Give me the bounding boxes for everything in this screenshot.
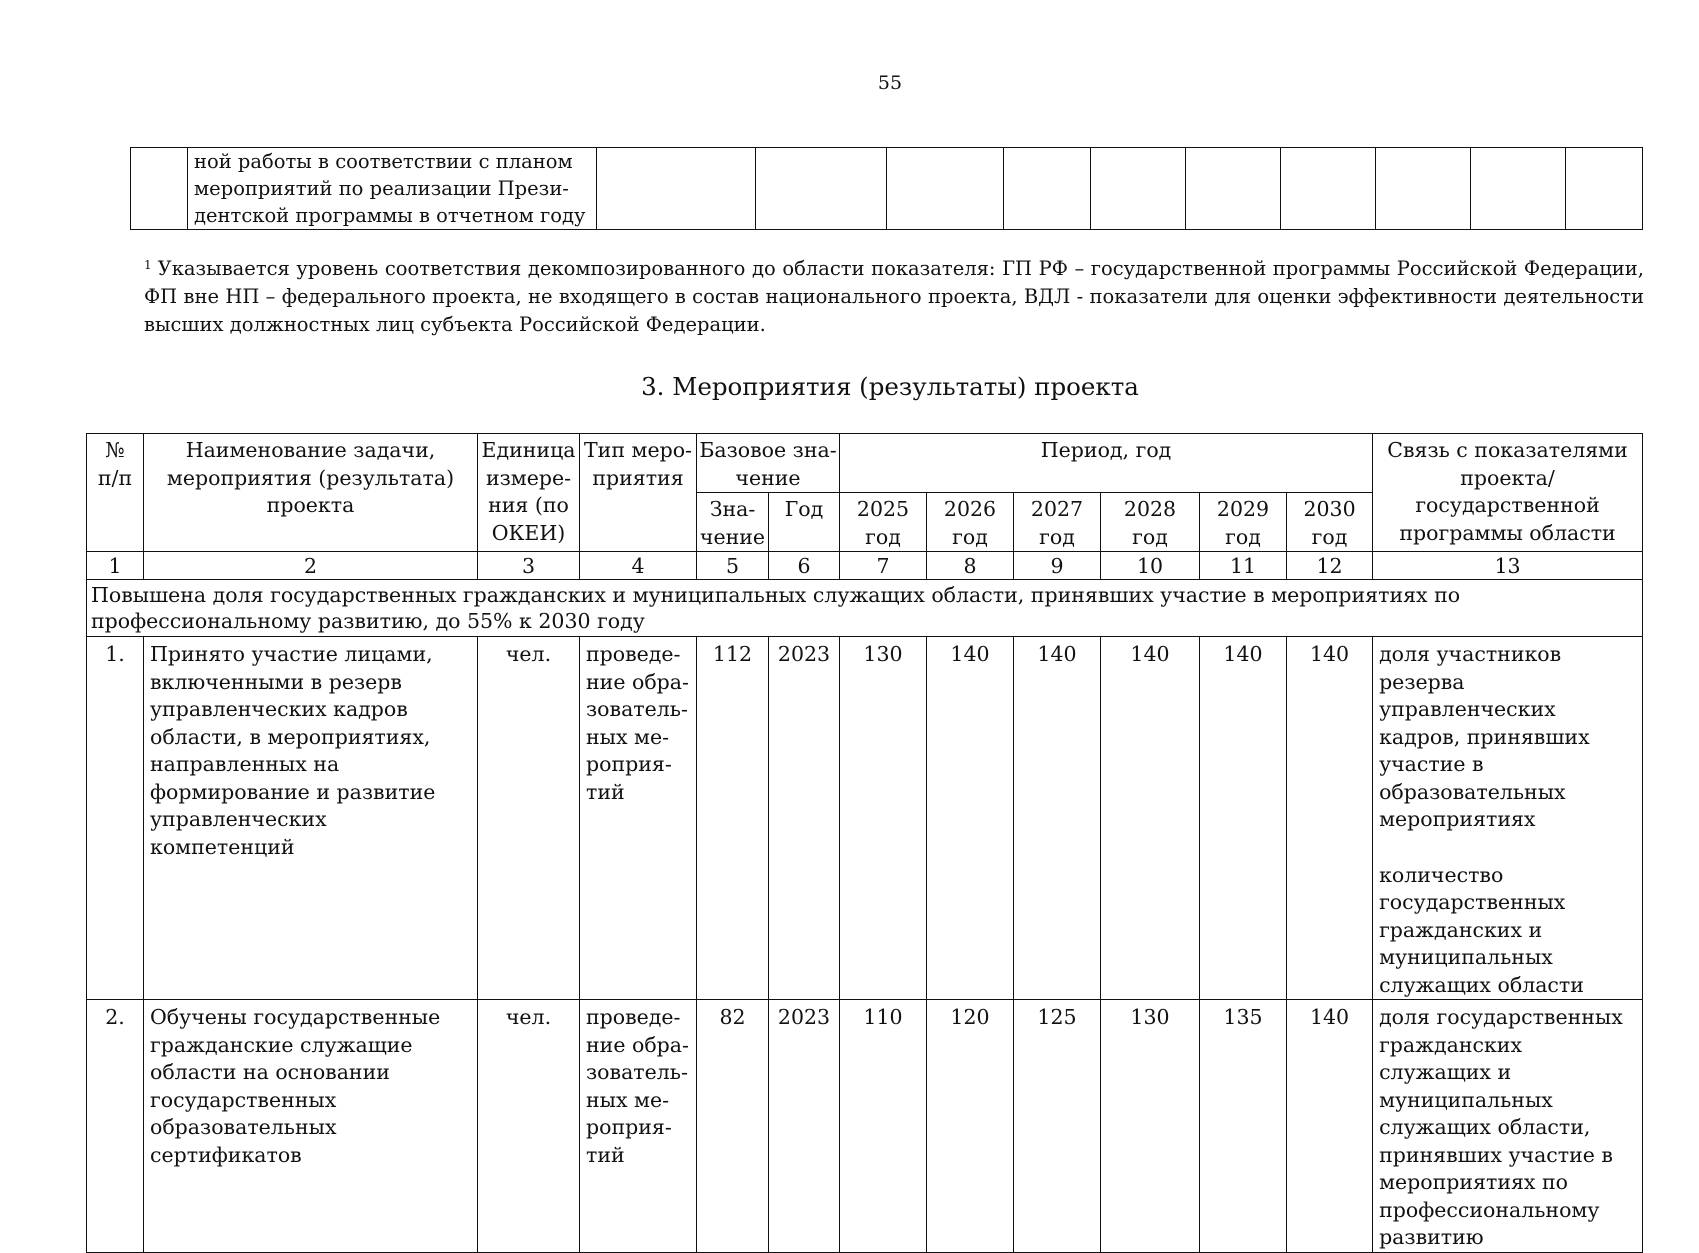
row-value-2030: 140 <box>1287 637 1373 1000</box>
header-name: Наименование задачи, мероприятия (результата) проекта <box>144 434 478 552</box>
header-link: Связь с показателями проекта/государственной программы области <box>1373 434 1643 552</box>
header-year: 2030 год <box>1287 493 1373 552</box>
header-base-year: Год <box>769 493 840 552</box>
section-title: 3. Мероприятия (результаты) проекта <box>641 372 1139 401</box>
continued-line: ной работы в соответствии с планом <box>194 150 573 173</box>
row-value-2026: 120 <box>927 1000 1014 1253</box>
continued-indicators-table <box>130 147 1643 230</box>
continued-text-cell <box>188 148 597 230</box>
row-value-2027: 125 <box>1014 1000 1101 1253</box>
row-unit: чел. <box>478 1000 580 1253</box>
goal-row <box>87 580 1643 637</box>
header-unit: Единица измере- ния (по ОКЕИ) <box>478 434 580 552</box>
row-base-year: 2023 <box>769 1000 840 1253</box>
continued-line: дентской программы в отчетном году <box>194 204 586 227</box>
column-number: 8 <box>927 552 1014 580</box>
header-base: Базовое зна- чение <box>697 434 840 493</box>
activities-table <box>86 433 1643 1253</box>
row-base-value: 112 <box>697 637 769 1000</box>
row-value-2026: 140 <box>927 637 1014 1000</box>
header-num: № п/п <box>87 434 144 552</box>
row-base-value: 82 <box>697 1000 769 1253</box>
table-row <box>87 637 1643 1000</box>
page-number: 55 <box>877 72 903 94</box>
header-year: 2025 год <box>840 493 927 552</box>
header-year: 2028 год <box>1101 493 1200 552</box>
header-year: 2029 год <box>1200 493 1287 552</box>
row-value-2027: 140 <box>1014 637 1101 1000</box>
column-number: 5 <box>697 552 769 580</box>
footnote-text: Указывается уровень соответствия декомпозированного до области показателя: ГП РФ – государственной программы Российской Федерации, ФП вне НП – федерального проекта, не входящего в состав национального проекта, ВДЛ - показатели для оценки эффективности деятельности высших должностных лиц субъекта Российской Федерации. <box>144 257 1644 336</box>
column-number: 4 <box>580 552 697 580</box>
row-value-2025: 130 <box>840 637 927 1000</box>
linked-indicator: доля участников резерва управленческих кадров, принявших участие в образовательных мероприятиях <box>1379 642 1590 831</box>
column-number: 10 <box>1101 552 1200 580</box>
column-number: 2 <box>144 552 478 580</box>
column-number: 9 <box>1014 552 1101 580</box>
column-number: 11 <box>1200 552 1287 580</box>
header-year: 2027 год <box>1014 493 1101 552</box>
column-number: 13 <box>1373 552 1643 580</box>
column-number: 1 <box>87 552 144 580</box>
row-value-2029: 135 <box>1200 1000 1287 1253</box>
linked-indicator: количество государственных гражданских и муниципальных служащих области <box>1379 862 1584 997</box>
table-row <box>87 1000 1643 1253</box>
column-number: 6 <box>769 552 840 580</box>
column-number: 12 <box>1287 552 1373 580</box>
column-number: 3 <box>478 552 580 580</box>
table-header-row <box>87 434 1643 493</box>
table-row <box>131 148 1643 230</box>
row-value-2028: 140 <box>1101 637 1200 1000</box>
row-link <box>1373 637 1643 1000</box>
row-name: Принято участие лицами, включенными в резерв управленческих кадров области, в мероприятиях, направленных на формирование и развитие управленческих компетенций <box>144 637 478 1000</box>
row-value-2025: 110 <box>840 1000 927 1253</box>
column-numbers-row <box>87 552 1643 580</box>
row-name: Обучены государственные гражданские служащие области на основании государственных образовательных сертификатов <box>144 1000 478 1253</box>
row-value-2029: 140 <box>1200 637 1287 1000</box>
footnote <box>144 255 1644 339</box>
row-value-2028: 130 <box>1101 1000 1200 1253</box>
header-year: 2026 год <box>927 493 1014 552</box>
row-link <box>1373 1000 1643 1253</box>
footnote-marker: 1 <box>144 258 152 272</box>
row-num: 1. <box>87 637 144 1000</box>
row-type: проведе- ние обра- зователь- ных ме- роприя- тий <box>580 637 697 1000</box>
row-type: проведе- ние обра- зователь- ных ме- роприя- тий <box>580 1000 697 1253</box>
goal-text: Повышена доля государственных гражданских и муниципальных служащих области, принявших участие в мероприятиях по профессиональному развитию, до 55% к 2030 году <box>87 580 1643 637</box>
row-num: 2. <box>87 1000 144 1253</box>
column-number: 7 <box>840 552 927 580</box>
row-value-2030: 140 <box>1287 1000 1373 1253</box>
row-base-year: 2023 <box>769 637 840 1000</box>
header-type: Тип меро- приятия <box>580 434 697 552</box>
linked-indicator: доля государственных гражданских служащих и муниципальных служащих области, принявших участие в мероприятиях по профессиональному развитию <box>1379 1005 1623 1249</box>
row-unit: чел. <box>478 637 580 1000</box>
continued-line: мероприятий по реализации Прези- <box>194 177 569 200</box>
header-base-value: Зна- чение <box>697 493 769 552</box>
header-period: Период, год <box>840 434 1373 493</box>
